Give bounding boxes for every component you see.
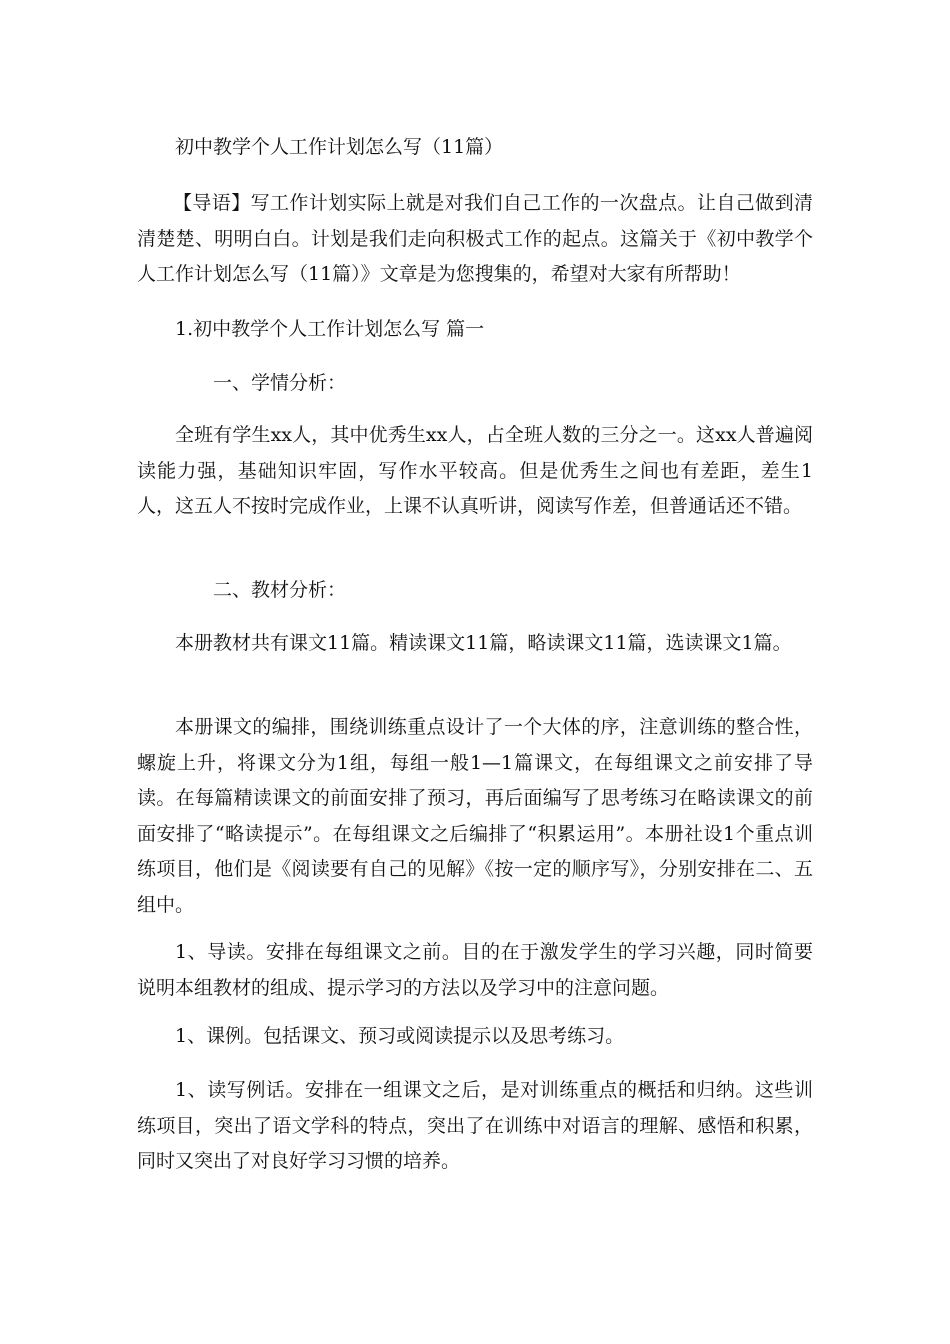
paragraph-textbook-structure: 本册课文的编排，围绕训练重点设计了一个大体的序，注意训练的整合性，螺旋上升，将课文分为1组，每组一般1—1篇课文，在每组课文之前安排了导读。在每篇精读课文的前面安排了预习，再后面编写了思考练习在略读课文的前面安排了“略读提示”。在每组课文之后编排了“积累运用”。本册社设1个重点训练项目，他们是《阅读要有自己的见解》《按一定的顺序写》，分别安排在二、五组中。 (137, 716, 813, 916)
document-title: 初中教学个人工作计划怎么写（11篇） (175, 136, 504, 158)
intro-paragraph: 【导语】写工作计划实际上就是对我们自己工作的一次盘点。让自己做到清清楚楚、明明白白。计划是我们走向积极式工作的起点。这篇关于《初中教学个人工作计划怎么写（11篇）》文章是为您搜集的，希望对大家有所帮助！ (137, 192, 813, 285)
paragraph-reading-writing: 1、读写例话。安排在一组课文之后，是对训练重点的概括和归纳。这些训练项目，突出了语文学科的特点，突出了在训练中对语言的理解、感悟和积累，同时又突出了对良好学习习惯的培养。 (137, 1079, 813, 1172)
section-heading: 1.初中教学个人工作计划怎么写 篇一 (175, 318, 485, 340)
paragraph-textbook-count: 本册教材共有课文11篇。精读课文11篇，略读课文11篇，选读课文1篇。 (175, 632, 792, 654)
heading-textbook-analysis: 二、教材分析： (213, 579, 347, 601)
paragraph-guide-reading: 1、导读。安排在每组课文之前。目的在于激发学生的学习兴趣，同时简要说明本组教材的组成、提示学习的方法以及学习中的注意问题。 (137, 941, 813, 999)
paragraph-examples: 1、课例。包括课文、预习或阅读提示以及思考练习。 (175, 1025, 625, 1047)
paragraph-student-analysis: 全班有学生xx人，其中优秀生xx人，占全班人数的三分之一。这xx人普遍阅读能力强，基础知识牢固，写作水平较高。但是优秀生之间也有差距，差生1人，这五人不按时完成作业，上课不认真听讲，阅读写作差，但普通话还不错。 (137, 424, 813, 517)
heading-student-analysis: 一、学情分析： (213, 372, 347, 394)
